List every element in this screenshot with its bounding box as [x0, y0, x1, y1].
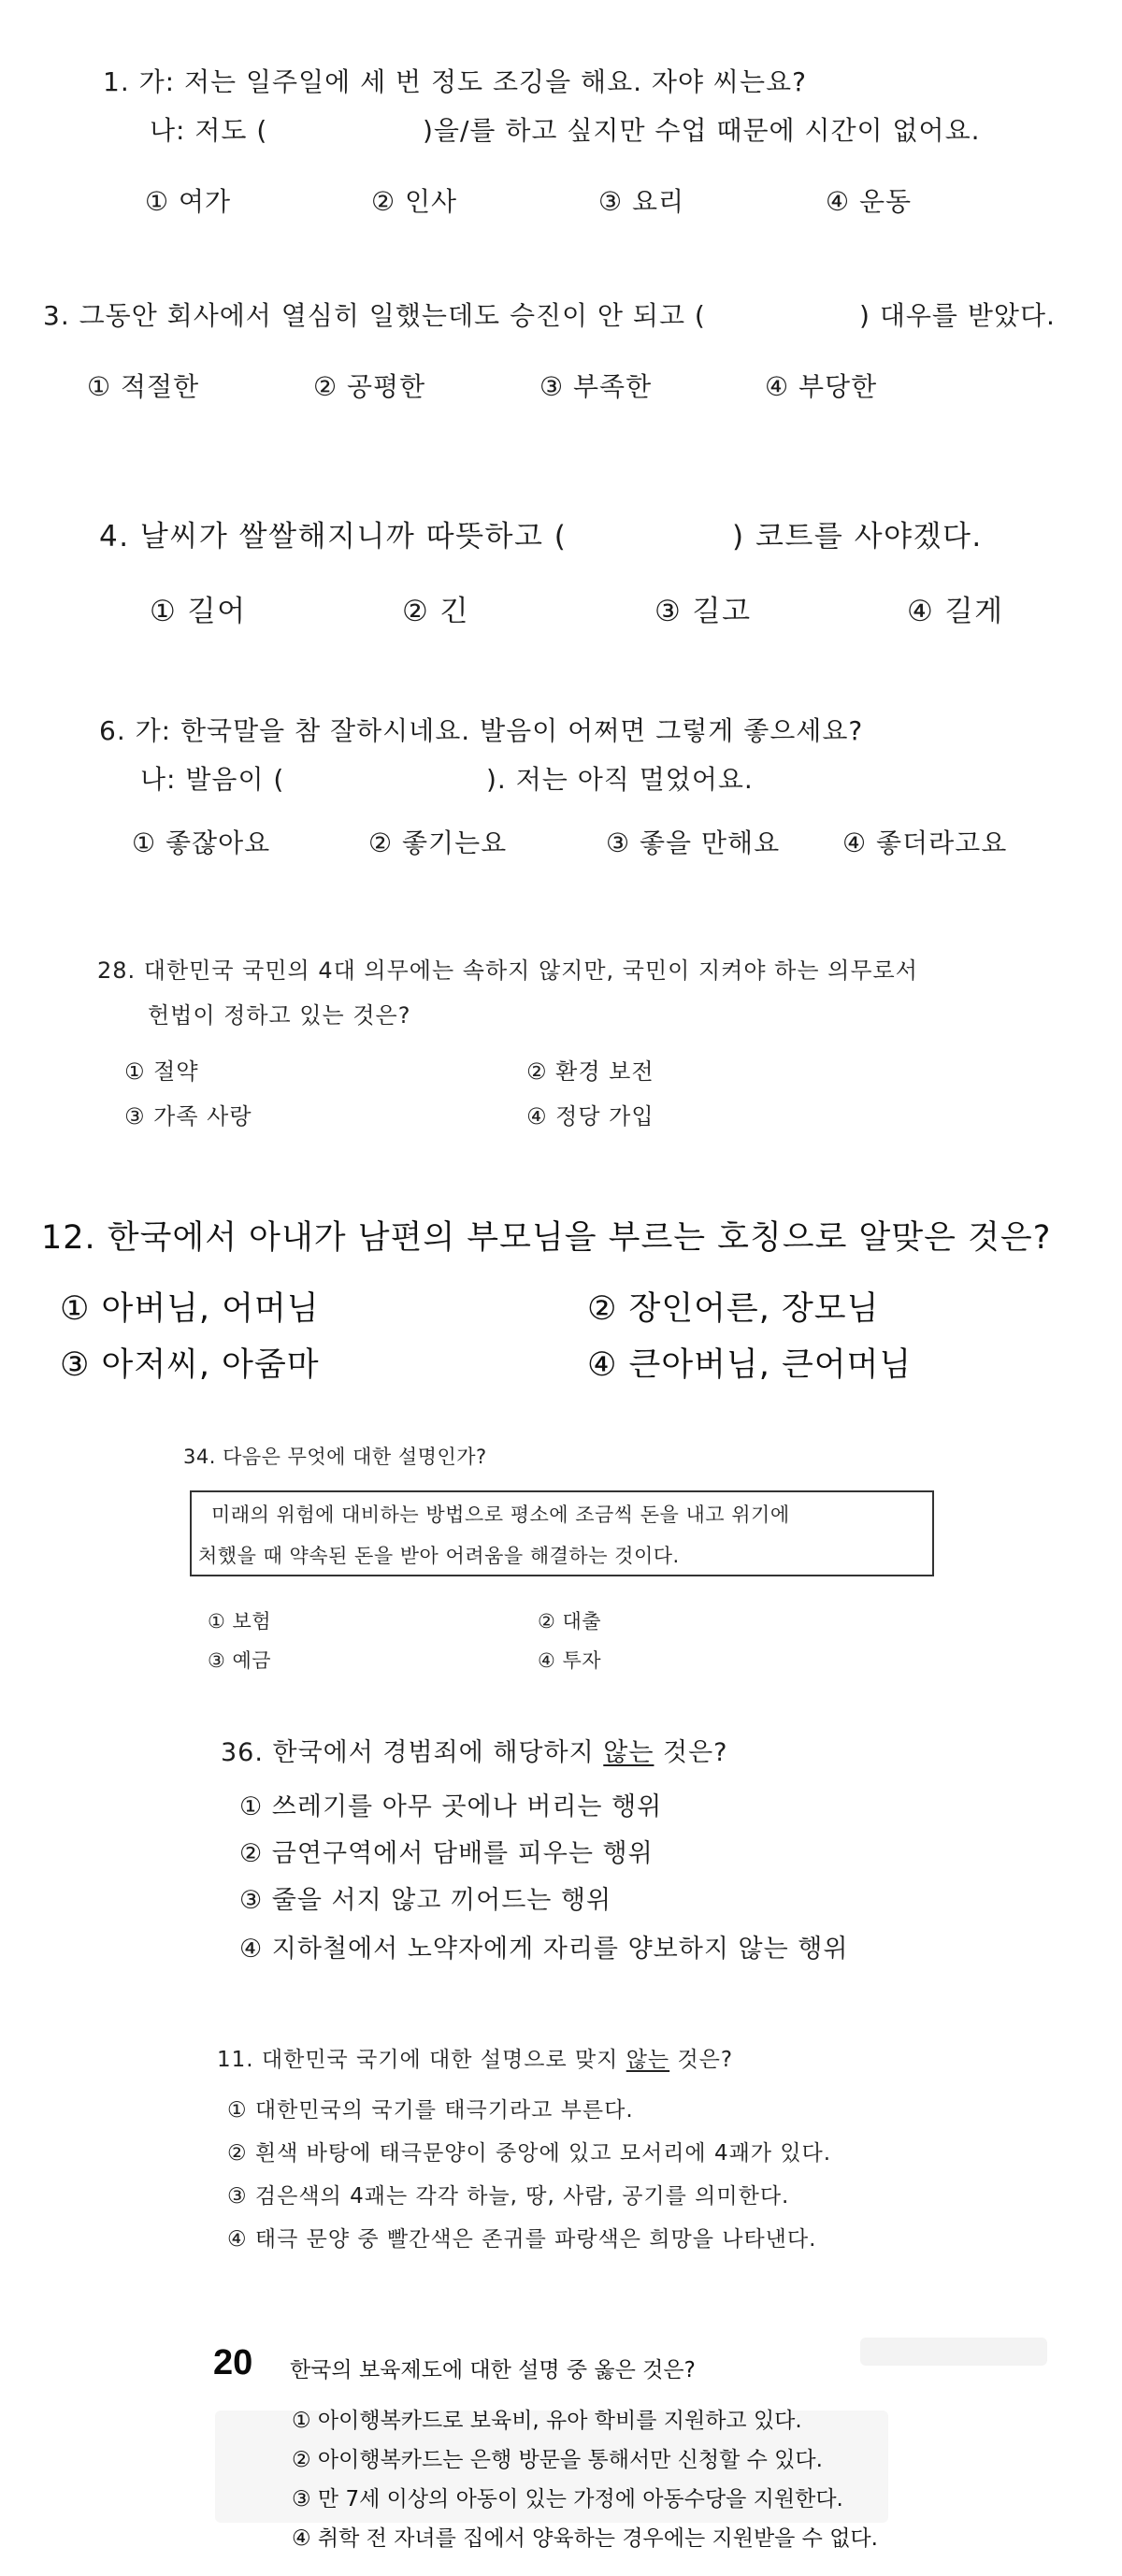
q6-option-3[interactable]: ③ 좋을 만해요 [606, 827, 781, 858]
q20-option-2[interactable]: ② 아이행복카드는 은행 방문을 통해서만 신청할 수 있다. [292, 2448, 823, 2472]
q11-option-1[interactable]: ① 대한민국의 국기를 태극기라고 부른다. [227, 2098, 634, 2123]
q36-question-underlined: 않는 [603, 1738, 654, 1767]
q36-option-3[interactable]: ③ 줄을 서지 않고 끼어드는 행위 [239, 1886, 612, 1915]
q6-line1: 6. 가: 한국말을 참 잘하시네요. 발음이 어쩌면 그렇게 좋으세요? [99, 715, 864, 746]
q4-prefix: 4. 날씨가 쌀쌀해지니까 따뜻하고 ( [99, 520, 568, 554]
q28-line1: 28. 대한민국 국민의 4대 의무에는 속하지 않지만, 국민이 지켜야 하는 의무로서 [97, 957, 918, 984]
q34-option-4[interactable]: ④ 투자 [538, 1649, 602, 1672]
q34-box-line2: 처했을 때 약속된 돈을 받아 어려움을 해결하는 것이다. [198, 1545, 680, 1567]
q1-line2-prefix: 나: 저도 ( [150, 115, 268, 146]
q1-line2-suffix: )을/를 하고 싶지만 수업 때문에 시간이 없어요. [423, 115, 981, 146]
q20-option-4[interactable]: ④ 취학 전 자녀를 집에서 양육하는 경우에는 지원받을 수 없다. [292, 2526, 878, 2551]
q28-line2: 헌법이 정하고 있는 것은? [148, 1002, 411, 1029]
q34-box-line1: 미래의 위험에 대비하는 방법으로 평소에 조금씩 돈을 내고 위기에 [211, 1504, 790, 1526]
q34-option-3[interactable]: ③ 예금 [208, 1649, 272, 1672]
q20-question: 한국의 보육제도에 대한 설명 중 옳은 것은? [290, 2358, 696, 2382]
q34-option-1[interactable]: ① 보험 [208, 1610, 272, 1633]
q6-line2-prefix: 나: 발음이 ( [140, 764, 285, 795]
q11-question-suffix: 것은? [669, 2048, 734, 2072]
q6-option-4[interactable]: ④ 좋더라고요 [842, 827, 1008, 858]
q12-option-1[interactable]: ① 아버님, 어머님 [60, 1290, 320, 1328]
q1-option-4[interactable]: ④ 운동 [826, 186, 913, 217]
q34-option-2[interactable]: ② 대출 [538, 1610, 602, 1633]
q3-prefix: 3. 그동안 회사에서 열심히 일했는데도 승진이 안 되고 ( [43, 300, 706, 331]
q36-question [221, 1732, 728, 1768]
q4-option-2[interactable]: ② 긴 [402, 595, 470, 628]
q6-line2-suffix: ). 저는 아직 멀었어요. [486, 764, 754, 795]
q36-option-1[interactable]: ① 쓰레기를 아무 곳에나 버리는 행위 [239, 1792, 663, 1821]
q1-option-2[interactable]: ② 인사 [371, 186, 458, 217]
q3-option-3[interactable]: ③ 부족한 [539, 371, 653, 402]
q4-option-4[interactable]: ④ 길게 [907, 595, 1004, 628]
q12-option-3[interactable]: ③ 아저씨, 아줌마 [60, 1346, 320, 1384]
q4-suffix: ) 코트를 사야겠다. [732, 520, 983, 554]
q1-line1: 1. 가: 저는 일주일에 세 번 정도 조깅을 해요. 자야 씨는요? [103, 66, 807, 97]
q11-question-underlined: 않는 [626, 2048, 670, 2072]
q3-suffix: ) 대우를 받았다. [859, 300, 1056, 331]
q6-option-1[interactable]: ① 좋잖아요 [132, 827, 271, 858]
q11-question-prefix: 11. 대한민국 국기에 대한 설명으로 맞지 [217, 2048, 626, 2072]
q11-option-4[interactable]: ④ 태극 문양 중 빨간색은 존귀를 파랑색은 희망을 나타낸다. [227, 2227, 817, 2252]
q34-question: 34. 다음은 무엇에 대한 설명인가? [183, 1446, 487, 1468]
q3-option-2[interactable]: ② 공평한 [313, 371, 426, 402]
q20-number: 20 [213, 2343, 253, 2382]
q28-option-4[interactable]: ④ 정당 가입 [526, 1103, 654, 1130]
q4-option-1[interactable]: ① 길어 [150, 595, 247, 628]
q12-option-4[interactable]: ④ 큰아버님, 큰어머님 [587, 1346, 913, 1384]
q11-question [217, 2042, 733, 2073]
q11-option-3[interactable]: ③ 검은색의 4괘는 각각 하늘, 땅, 사람, 공기를 의미한다. [227, 2184, 790, 2209]
background-ghost-text [860, 2338, 1047, 2366]
q36-question-suffix: 것은? [654, 1738, 728, 1767]
q28-option-2[interactable]: ② 환경 보전 [526, 1058, 654, 1085]
q20-option-1[interactable]: ① 아이행복카드로 보육비, 유아 학비를 지원하고 있다. [292, 2409, 802, 2433]
q12-option-2[interactable]: ② 장인어른, 장모님 [587, 1290, 880, 1328]
q28-option-1[interactable]: ① 절약 [124, 1058, 199, 1085]
q4-option-3[interactable]: ③ 길고 [654, 595, 752, 628]
q1-option-3[interactable]: ③ 요리 [598, 186, 685, 217]
q12-question: 12. 한국에서 아내가 남편의 부모님을 부르는 호칭으로 알맞은 것은? [41, 1219, 1052, 1257]
q11-option-2[interactable]: ② 흰색 바탕에 태극문양이 중앙에 있고 모서리에 4괘가 있다. [227, 2141, 832, 2166]
q1-option-1[interactable]: ① 여가 [145, 186, 232, 217]
q28-option-3[interactable]: ③ 가족 사랑 [124, 1103, 252, 1130]
q20-option-3[interactable]: ③ 만 7세 이상의 아동이 있는 가정에 아동수당을 지원한다. [292, 2487, 843, 2511]
q36-option-4[interactable]: ④ 지하철에서 노약자에게 자리를 양보하지 않는 행위 [239, 1935, 849, 1964]
q36-option-2[interactable]: ② 금연구역에서 담배를 피우는 행위 [239, 1839, 654, 1868]
q6-option-2[interactable]: ② 좋기는요 [368, 827, 508, 858]
q3-option-1[interactable]: ① 적절한 [87, 371, 200, 402]
q36-question-prefix: 36. 한국에서 경범죄에 해당하지 [221, 1738, 604, 1767]
q3-option-4[interactable]: ④ 부당한 [765, 371, 878, 402]
